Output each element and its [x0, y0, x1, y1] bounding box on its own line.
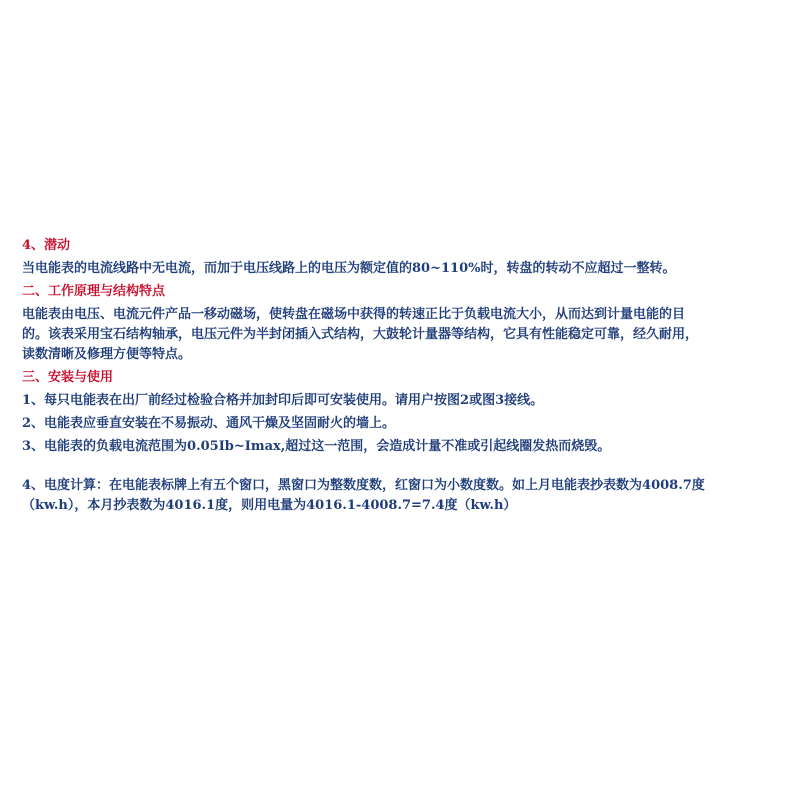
- principle-line-2: 的。该表采用宝石结构轴承，电压元件为半封闭插入式结构，大鼓轮计量器等结构，它具有性能稳定可靠，经久耐用，: [22, 327, 699, 342]
- install-item-1: 1、每只电能表在出厂前经过检验合格并加封印后即可安装使用。请用户按图2或图3接线。: [22, 393, 544, 408]
- creep-heading: 4、潜动: [22, 238, 71, 253]
- principle-line-3: 读数清晰及修理方便等特点。: [22, 347, 192, 362]
- install-item-3: 3、电能表的负载电流范围为0.05Ib~Imax,超过这一范围，会造成计量不准或引起线圈发热而烧毁。: [22, 439, 611, 454]
- principle-line-1: 电能表由电压、电流元件产品一移动磁场，使转盘在磁场中获得的转速正比于负载电流大小，从而达到计量电能的目: [22, 307, 686, 322]
- creep-text: 当电能表的电流线路中无电流，而加于电压线路上的电压为额定值的80~110%时，转盘的转动不应超过一整转。: [22, 261, 676, 276]
- install-heading: 三、安装与使用: [22, 370, 114, 385]
- reading-line-2: （kw.h），本月抄表数为4016.1度，则用电量为4016.1-4008.7=7.4度（kw.h）: [22, 498, 517, 513]
- reading-line-1: 4、电度计算：在电能表标牌上有五个窗口，黑窗口为整数度数，红窗口为小数度数。如上月电能表抄表数为4008.7度: [22, 478, 705, 493]
- instruction-document: [22, 236, 782, 519]
- spacer: [22, 460, 782, 476]
- install-item-2: 2、电能表应垂直安装在不易振动、通风干燥及坚固耐火的墙上。: [22, 416, 396, 431]
- principle-heading: 二、工作原理与结构特点: [22, 284, 166, 299]
